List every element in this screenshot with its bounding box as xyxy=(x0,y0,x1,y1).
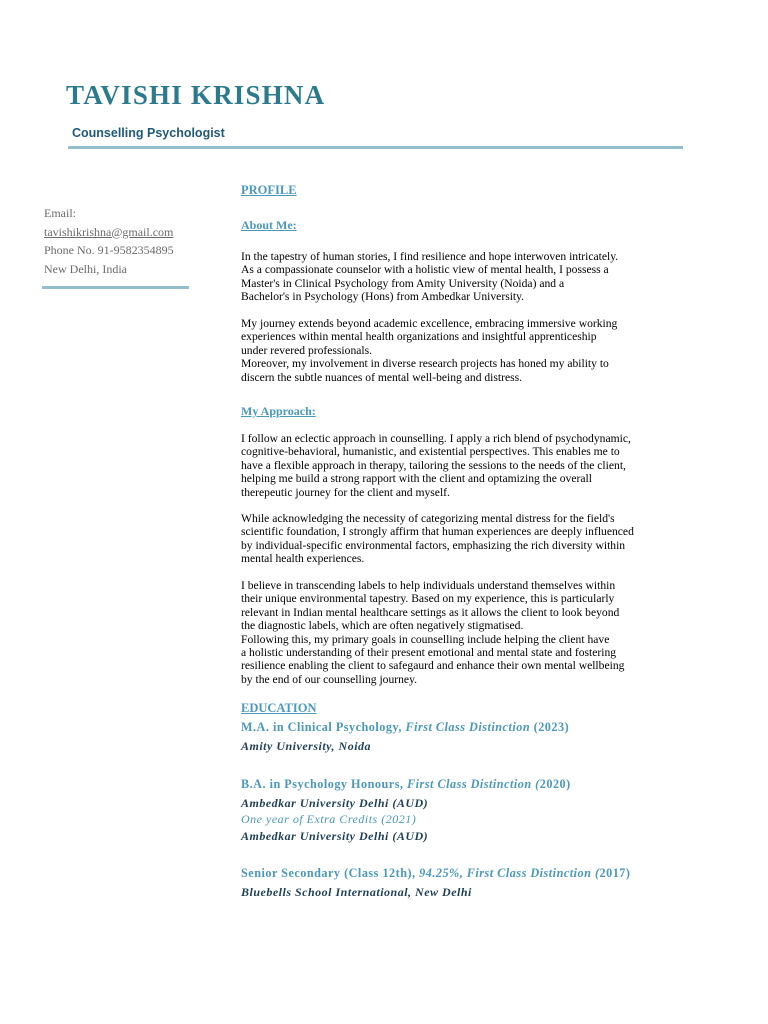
degree-year: 2020) xyxy=(539,777,571,791)
text-line: scientific foundation, I strongly affirm that human experiences are deeply influenced xyxy=(241,525,634,539)
approach-heading: My Approach: xyxy=(241,404,316,418)
text-line: therepeutic journey for the client and myself. xyxy=(241,485,450,499)
contact-block xyxy=(44,204,224,278)
location: New Delhi, India xyxy=(44,261,127,276)
approach-paragraph-2 xyxy=(241,512,691,566)
approach-paragraph-1 xyxy=(241,432,691,499)
education-degree-ba xyxy=(241,777,691,792)
text-line: the diagnostic labels, which are often negatively stigmatised. xyxy=(241,619,524,633)
text-line: Moreover, my involvement in diverse research projects has honed my ability to xyxy=(241,357,609,371)
candidate-name: TAVISHI KRISHNA xyxy=(66,80,326,110)
text-line: a holistic understanding of their present emotional and mental state and fostering xyxy=(241,646,617,660)
text-line: experiences within mental health organizations and insightful apprenticeship xyxy=(241,330,597,344)
text-line: their unique environmental tapestry. Based on my experience, this is particularly xyxy=(241,592,615,606)
text-line: My journey extends beyond academic excellence, embracing immersive working xyxy=(241,317,618,330)
degree-distinction: 94.25%, First Class Distinction ( xyxy=(419,866,600,880)
education-extra-credits: One year of Extra Credits (2021) xyxy=(241,812,417,826)
about-paragraph-1 xyxy=(241,250,691,304)
degree-name: B.A. in Psychology Honours, xyxy=(241,777,404,791)
education-institution: Amity University, Noida xyxy=(241,739,372,753)
email-link[interactable]: tavishikrishna@gmail.com xyxy=(44,224,174,239)
job-title: Counselling Psychologist xyxy=(72,126,225,140)
education-heading: EDUCATION xyxy=(241,701,317,715)
text-line: I believe in transcending labels to help individuals understand themselves within xyxy=(241,579,616,592)
text-line: under revered professionals. xyxy=(241,343,373,357)
text-line: Following this, my primary goals in counselling include helping the client have xyxy=(241,632,610,646)
text-line: As a compassionate counselor with a holistic view of mental health, I possess a xyxy=(241,263,609,277)
text-line: Bachelor's in Psychology (Hons) from Ambedkar University. xyxy=(241,290,525,304)
degree-year: 2017) xyxy=(599,866,631,880)
education-degree-senior-secondary xyxy=(241,866,691,881)
header-divider xyxy=(68,146,683,149)
text-line: helping me build a strong rapport with the client and optamizing the overall xyxy=(241,472,592,486)
text-line: mental health experiences. xyxy=(241,552,365,566)
contact-divider xyxy=(42,286,189,289)
education-institution: Ambedkar University Delhi (AUD) xyxy=(241,796,429,810)
email-label: Email: xyxy=(44,206,76,220)
text-line: cognitive-behavioral, humanistic, and existential perspectives. This enables me to xyxy=(241,445,620,459)
education-institution: Bluebells School International, New Delhi xyxy=(241,885,472,899)
degree-distinction: First Class Distinction xyxy=(405,720,531,734)
text-line: resilience enabling the client to safegaurd and enhance their own mental wellbeing xyxy=(241,659,625,673)
text-line: by the end of our counselling journey. xyxy=(241,672,418,686)
text-line: Master's in Clinical Psychology from Amity University (Noida) and a xyxy=(241,276,565,290)
degree-distinction: First Class Distinction ( xyxy=(407,777,540,791)
text-line: While acknowledging the necessity of categorizing mental distress for the field's xyxy=(241,512,615,525)
text-line: relevant in Indian mental healthcare settings as it allows the client to look beyond xyxy=(241,605,620,619)
degree-name: Senior Secondary (Class 12th), xyxy=(241,866,416,880)
text-line: by individual-specific environmental factors, emphasizing the rich diversity within xyxy=(241,538,626,552)
text-line: I follow an eclectic approach in counselling. I apply a rich blend of psychodynamic, xyxy=(241,432,631,445)
text-line: have a flexible approach in therapy, tailoring the sessions to the needs of the client, xyxy=(241,458,626,472)
education-institution: Ambedkar University Delhi (AUD) xyxy=(241,829,429,843)
phone-number: Phone No. 91-9582354895 xyxy=(44,243,174,257)
about-paragraph-2 xyxy=(241,317,691,384)
degree-name: M.A. in Clinical Psychology, xyxy=(241,720,402,734)
education-degree-ma xyxy=(241,720,691,735)
approach-paragraph-3 xyxy=(241,579,691,686)
about-heading: About Me: xyxy=(241,218,297,232)
degree-year: (2023) xyxy=(533,720,570,734)
profile-heading: PROFILE xyxy=(241,183,297,197)
text-line: In the tapestry of human stories, I find resilience and hope interwoven intricately. xyxy=(241,250,619,263)
text-line: discern the subtle nuances of mental well-being and distress. xyxy=(241,370,523,384)
